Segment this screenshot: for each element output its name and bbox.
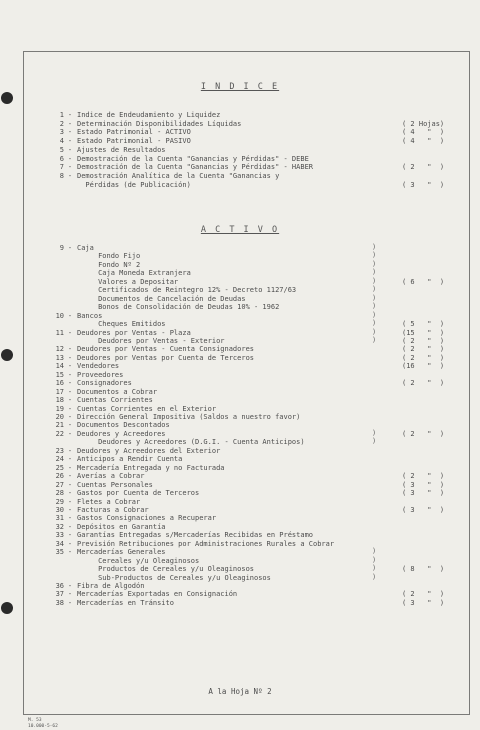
item-text: Indice de Endeudamiento y Liquidez (77, 111, 221, 119)
brace-mark: ) (372, 555, 377, 564)
item-dash: - (67, 396, 73, 405)
item-text: Gastos Consignaciones a Recuperar (77, 514, 217, 523)
item-number: 19 (55, 404, 64, 413)
item-text: Cuentas Corrientes (77, 396, 153, 405)
item-dash: - (67, 137, 73, 146)
item-dash: - (67, 531, 73, 540)
item-dash: - (67, 421, 73, 430)
sheet-reference: ( 3 " ) (402, 505, 445, 514)
item-dash: - (67, 404, 73, 413)
item-number: 31 (55, 514, 64, 523)
item-number: 12 (55, 345, 64, 354)
item-text: Pérdidas (de Publicación) (77, 180, 191, 189)
item-text: Caja Moneda Extranjera (77, 269, 191, 278)
activo-title: A C T I V O (200, 225, 280, 235)
item-text: Estado Patrimonial - PASIVO (77, 137, 191, 146)
sheet-reference: ( 3 " ) (402, 489, 445, 498)
sheet-reference: ( 2 " ) (402, 429, 445, 438)
item-text: Anticipos a Rendir Cuenta (77, 455, 183, 464)
item-number: 17 (55, 387, 64, 396)
sheet-reference: ( 4 " ) (402, 128, 445, 137)
item-number: 2 (59, 119, 64, 128)
item-text: Mercaderías en Tránsito (77, 598, 174, 607)
item-text: Demostración de la Cuenta "Ganancias y Pérdidas" - DEBE (77, 154, 309, 163)
list-item (0, 180, 480, 190)
item-number: 30 (55, 505, 64, 514)
item-text: Documentos Descontados (77, 421, 170, 430)
item-text: Deudores y Acreedores (77, 429, 166, 438)
sheet-reference: ( 6 " ) (402, 277, 445, 286)
item-number: 11 (55, 328, 64, 337)
item-number: 15 (55, 370, 64, 379)
brace-mark: ) (372, 259, 377, 268)
brace-mark: ) (372, 428, 377, 437)
item-number: 21 (55, 421, 64, 430)
brace-mark: ) (372, 243, 377, 251)
item-text: Estado Patrimonial - ACTIVO (77, 128, 191, 137)
sheet-reference: ( 2 " ) (402, 379, 445, 388)
item-dash: - (67, 472, 73, 481)
brace-mark: ) (372, 268, 377, 277)
item-dash: - (67, 362, 73, 371)
continuation-note: A la Hoja Nº 2 (208, 687, 272, 696)
item-dash: - (67, 379, 73, 388)
item-number: 33 (55, 531, 64, 540)
item-text: Cereales y/u Oleaginosos (77, 556, 200, 565)
list-item (0, 598, 480, 608)
sheet-reference: (15 " ) (402, 328, 445, 337)
sheet-reference: ( 3 " ) (402, 598, 445, 607)
item-number: 24 (55, 455, 64, 464)
item-text: Mercadería Entregada y no Facturada (77, 463, 225, 472)
item-text: Caja (77, 244, 94, 252)
item-text: Deudores por Ventas por Cuenta de Terceros (77, 353, 255, 362)
item-dash: - (67, 429, 73, 438)
sheet-reference: ( 4 " ) (402, 137, 445, 146)
item-dash: - (67, 480, 73, 489)
binder-hole (1, 92, 13, 104)
item-text: Valores a Depositar (77, 277, 179, 286)
item-text: Fibra de Algodón (77, 582, 145, 590)
item-dash: - (67, 163, 73, 172)
item-text: Proveedores (77, 370, 124, 379)
item-text: Gastos por Cuenta de Terceros (77, 489, 200, 498)
item-text: Determinación Disponibilidades Líquidas (77, 119, 242, 128)
item-text: Consignadores (77, 379, 132, 388)
item-text: Averías a Cobrar (77, 472, 145, 481)
item-dash: - (67, 353, 73, 362)
sheet-reference: ( 2 " ) (402, 590, 445, 599)
item-text: Sub-Productos de Cereales y/u Oleaginosos (77, 573, 271, 582)
item-dash: - (67, 413, 73, 421)
item-dash: - (67, 128, 73, 137)
item-text: Productos de Cereales y/u Oleaginosos (77, 565, 255, 574)
item-text: Fondo Nº 2 (77, 260, 141, 269)
sheet-reference: ( 3 " ) (402, 180, 445, 189)
item-number: 4 (59, 137, 64, 146)
item-number: 27 (55, 480, 64, 489)
form-number: M. 53 (28, 718, 42, 723)
brace-mark: ) (372, 251, 377, 260)
item-number: 3 (59, 128, 64, 137)
item-dash: - (67, 119, 73, 128)
sheet-reference: ( 2 Hojas) (402, 119, 445, 128)
sheet-reference: ( 5 " ) (402, 320, 445, 329)
brace-mark: ) (372, 285, 377, 294)
item-text: Deudores por Ventas - Plaza (77, 328, 191, 337)
brace-mark: ) (372, 335, 377, 344)
item-number: 18 (55, 396, 64, 405)
item-text: Mercaderías Generales (77, 548, 166, 557)
sheet-reference: ( 2 " ) (402, 353, 445, 362)
item-text: Deudores por Ventas - Cuenta Consignadores (77, 345, 255, 354)
item-number: 16 (55, 379, 64, 388)
item-text: Mercaderías Exportadas en Consignación (77, 590, 238, 599)
item-text: Deudores por Ventas - Exterior (77, 336, 225, 345)
sheet-reference: ( 2 " ) (402, 345, 445, 354)
item-text: Ajustes de Resultados (77, 145, 166, 154)
item-text: Depósitos en Garantía (77, 522, 166, 531)
item-number: 37 (55, 590, 64, 599)
brace-mark: ) (372, 310, 377, 319)
item-dash: - (67, 387, 73, 396)
item-number: 7 (59, 163, 64, 172)
item-number: 5 (59, 145, 64, 154)
sheet-reference: ( 8 " ) (402, 565, 445, 574)
item-text: Demostración Analítica de la Cuenta "Ganancias y (77, 171, 280, 180)
item-text: Facturas a Cobrar (77, 505, 149, 514)
item-number: 35 (55, 548, 64, 557)
item-text: Cheques Emitidos (77, 320, 166, 329)
item-dash: - (67, 171, 73, 180)
item-dash: - (67, 539, 73, 548)
print-run: 10.000-5-62 (28, 724, 58, 729)
index-title: I N D I C E (200, 82, 280, 92)
item-number: 9 (59, 244, 64, 252)
item-text: Deudores y Acreedores (D.G.I. - Cuenta Anticipos) (77, 438, 305, 447)
brace-mark: ) (372, 293, 377, 302)
item-number: 36 (55, 582, 64, 590)
item-dash: - (67, 497, 73, 506)
item-number: 10 (55, 311, 64, 320)
form-code (28, 718, 58, 730)
item-dash: - (67, 548, 73, 557)
item-text: Fletes a Cobrar (77, 497, 141, 506)
item-dash: - (67, 598, 73, 607)
brace-mark: ) (372, 437, 377, 446)
item-dash: - (67, 582, 73, 590)
item-text: Garantías Entregadas s/Mercaderías Recibidas en Préstamo (77, 531, 314, 540)
sheet-reference: ( 3 " ) (402, 480, 445, 489)
item-dash: - (67, 154, 73, 163)
brace-mark: ) (372, 319, 377, 328)
item-text: Cuentas Corrientes en el Exterior (77, 404, 217, 413)
brace-mark: ) (372, 547, 377, 556)
item-text: Dirección General Impositiva (Saldos a nuestro favor) (77, 413, 301, 421)
item-dash: - (67, 370, 73, 379)
item-text: Bancos (77, 311, 103, 320)
item-text: Deudores y Acreedores del Exterior (77, 446, 221, 455)
item-text: Bonos de Consolidación de Deudas 10% - 1962 (77, 303, 280, 312)
sheet-reference: ( 2 " ) (402, 472, 445, 481)
item-number: 22 (55, 429, 64, 438)
item-dash: - (67, 244, 73, 252)
item-text: Fondo Fijo (77, 252, 141, 261)
item-dash: - (67, 522, 73, 531)
item-dash: - (67, 590, 73, 599)
item-number: 38 (55, 598, 64, 607)
item-number: 32 (55, 522, 64, 531)
item-number: 28 (55, 489, 64, 498)
item-dash: - (67, 145, 73, 154)
item-dash: - (67, 514, 73, 523)
item-number: 13 (55, 353, 64, 362)
item-dash: - (67, 455, 73, 464)
item-number: 34 (55, 539, 64, 548)
item-number: 8 (59, 171, 64, 180)
sheet-reference: ( 2 " ) (402, 163, 445, 172)
brace-mark: ) (372, 276, 377, 285)
item-number: 23 (55, 446, 64, 455)
brace-mark: ) (372, 327, 377, 336)
item-dash: - (67, 345, 73, 354)
item-number: 20 (55, 413, 64, 421)
item-dash: - (67, 489, 73, 498)
item-text: Vendedores (77, 362, 120, 371)
item-number: 14 (55, 362, 64, 371)
brace-mark: ) (372, 564, 377, 573)
item-text: Documentos a Cobrar (77, 387, 158, 396)
item-text: Certificados de Reintegro 12% - Decreto 1127/63 (77, 286, 297, 295)
item-text: Demostración de la Cuenta "Ganancias y Pérdidas" - HABER (77, 163, 314, 172)
item-dash: - (67, 463, 73, 472)
item-text: Documentos de Cancelación de Deudas (77, 294, 246, 303)
item-number: 25 (55, 463, 64, 472)
sheet-reference: ( 2 " ) (402, 336, 445, 345)
item-dash: - (67, 111, 73, 119)
item-number: 6 (59, 154, 64, 163)
item-text: Previsión Retribuciones por Administraciones Rurales a Cobrar (77, 539, 335, 548)
item-number: 29 (55, 497, 64, 506)
item-dash: - (67, 505, 73, 514)
brace-mark: ) (372, 572, 377, 581)
item-dash: - (67, 311, 73, 320)
sheet-reference: (16 " ) (402, 362, 445, 371)
brace-mark: ) (372, 302, 377, 311)
item-dash: - (67, 328, 73, 337)
item-text: Cuentas Personales (77, 480, 153, 489)
item-number: 26 (55, 472, 64, 481)
item-number: 1 (59, 111, 64, 119)
item-dash: - (67, 446, 73, 455)
